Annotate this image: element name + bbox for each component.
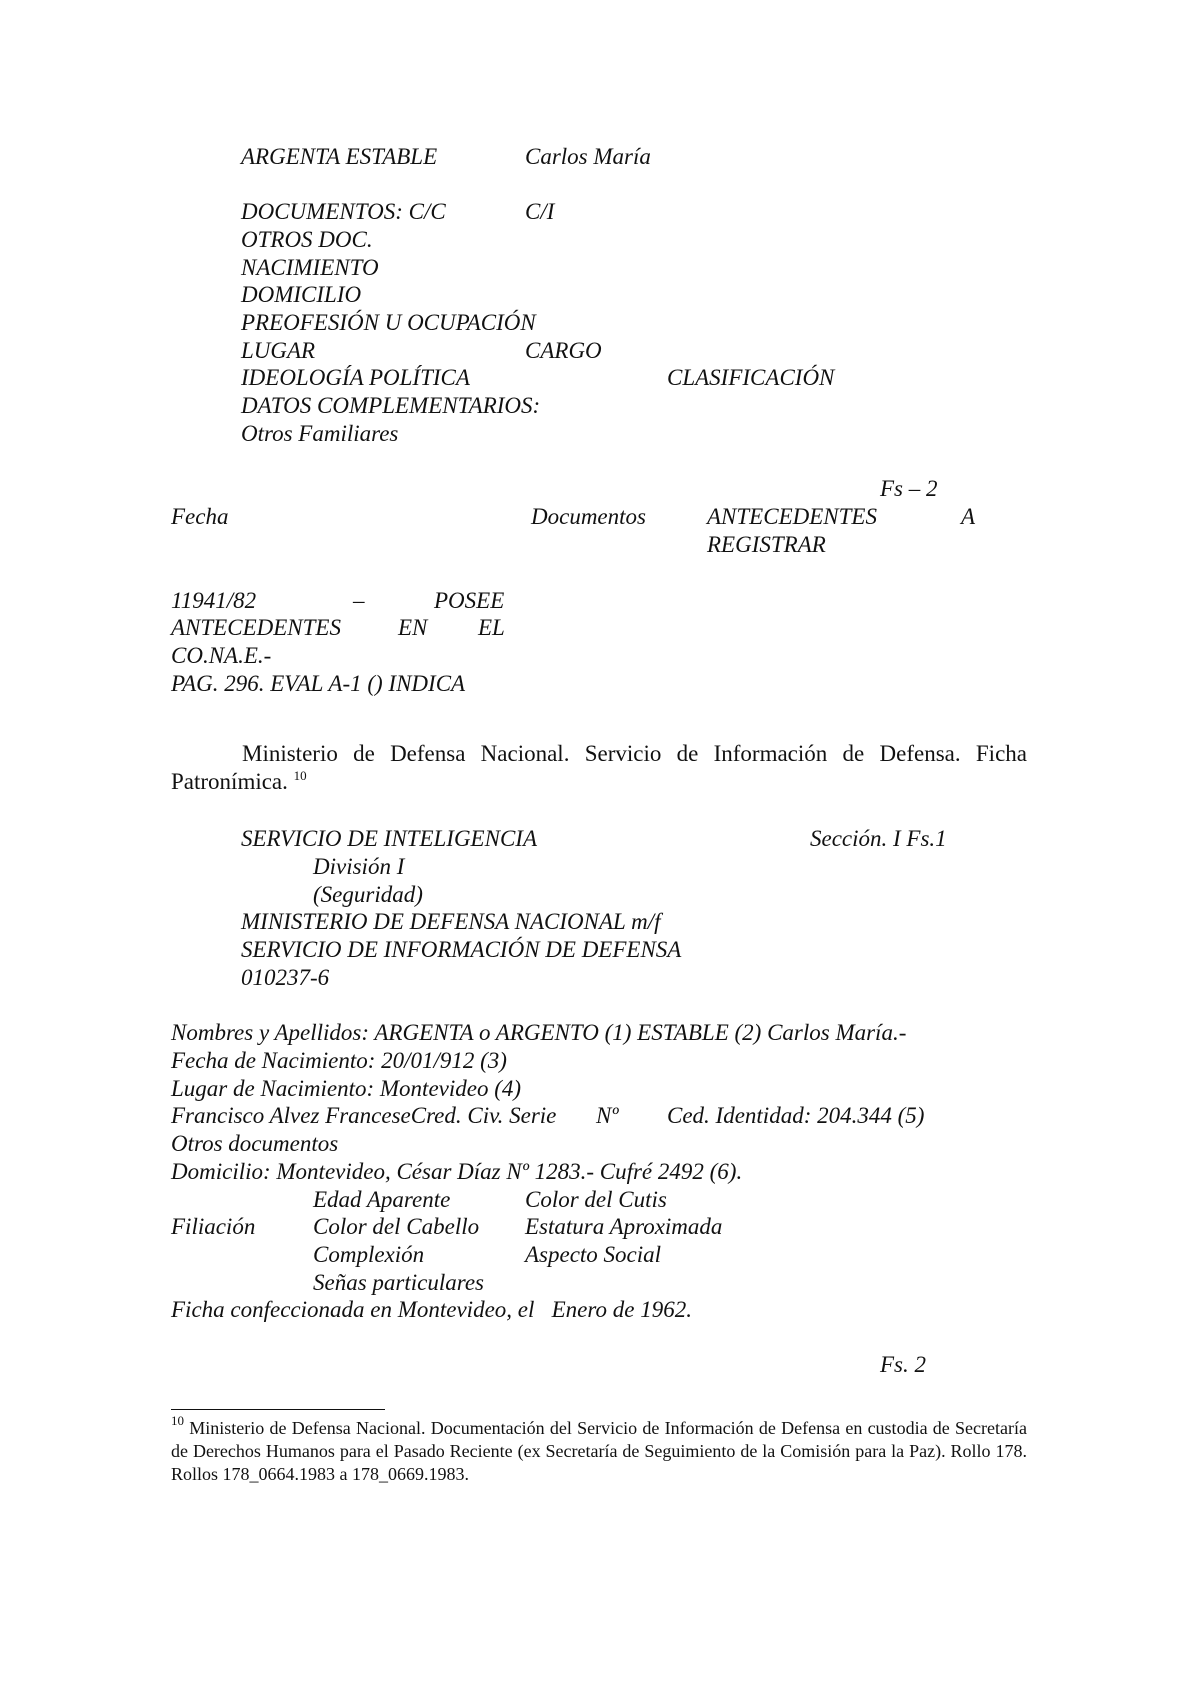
other-documents-line: Otros documentos	[171, 1131, 339, 1156]
identity-card-line: Ced. Identidad: 204.344 (5)	[667, 1103, 925, 1128]
service-code: 010237-6	[241, 965, 330, 990]
name-given: Carlos María	[525, 144, 651, 169]
complementary-label: DATOS COMPLEMENTARIOS:	[241, 393, 541, 418]
service-name: SERVICIO DE INTELIGENCIA	[241, 826, 538, 851]
entry-dash: –	[353, 588, 365, 613]
name-surname: ARGENTA ESTABLE	[241, 144, 438, 169]
classification-label: CLASIFICACIÓN	[667, 365, 835, 390]
other-relatives-label: Otros Familiares	[241, 421, 399, 446]
hair-color-label: Color del Cabello	[313, 1214, 480, 1239]
filiation-label: Filiación	[171, 1214, 256, 1239]
footnote-reference: 10	[293, 768, 307, 783]
documents-label: DOCUMENTOS: C/C	[241, 199, 446, 224]
records-page-ref: Fs – 2	[880, 476, 938, 501]
security-label: (Seguridad)	[313, 882, 423, 907]
card-page-ref: Fs. 2	[880, 1352, 926, 1377]
footnote-text: Ministerio de Defensa Nacional. Documentación del Servicio de Información de Defensa en custodia de Secretaría de Derechos Humanos para el Pasado Reciente (ex Secretaría de Seguimiento de la Comisión para la Paz). Rollo 178. Rollos 178_0664.1983 a 178_0669.1983.	[171, 1418, 1027, 1484]
column-antecedents-a: A	[961, 504, 976, 529]
particular-signs-label: Señas particulares	[313, 1270, 484, 1295]
documents-ci: C/I	[525, 199, 555, 224]
birth-date-line: Fecha de Nacimiento: 20/01/912 (3)	[171, 1048, 507, 1073]
birth-place-line: Lugar de Nacimiento: Montevideo (4)	[171, 1076, 522, 1101]
social-aspect-label: Aspecto Social	[525, 1242, 662, 1267]
credential-line: Francisco Alvez FranceseCred. Civ. Serie	[171, 1103, 557, 1128]
entry-page-eval: PAG. 296. EVAL A-1 () INDICA	[171, 671, 466, 696]
column-date: Fecha	[171, 504, 229, 529]
column-register: REGISTRAR	[707, 532, 826, 557]
apparent-age-label: Edad Aparente	[313, 1187, 451, 1212]
names-line: Nombres y Apellidos: ARGENTA o ARGENTO (1) ESTABLE (2) Carlos María.-	[171, 1020, 907, 1045]
position-label: CARGO	[525, 338, 602, 363]
profession-label: PREOFESIÓN U OCUPACIÓN	[241, 310, 536, 335]
footnote-separator	[171, 1409, 385, 1410]
division-label: División I	[313, 854, 405, 879]
column-documents: Documentos	[531, 504, 646, 529]
birth-label: NACIMIENTO	[241, 255, 379, 280]
section-ref: Sección. I Fs.1	[810, 826, 947, 851]
entry-conae: CO.NA.E.-	[171, 643, 272, 668]
other-docs-label: OTROS DOC.	[241, 227, 373, 252]
build-label: Complexión	[313, 1242, 425, 1267]
address-label: DOMICILIO	[241, 282, 362, 307]
intro-paragraph-text: Ministerio de Defensa Nacional. Servicio de Información de Defensa. Ficha Patronímica.	[171, 741, 1027, 794]
skin-color-label: Color del Cutis	[525, 1187, 667, 1212]
address-line: Domicilio: Montevideo, César Díaz Nº 1283.- Cufré 2492 (6).	[171, 1159, 743, 1184]
footnote	[171, 1413, 1027, 1486]
footnote-number: 10	[171, 1413, 184, 1428]
height-label: Estatura Aproximada	[525, 1214, 723, 1239]
entry-en: EN	[398, 615, 428, 640]
entry-posee: POSEE	[434, 588, 505, 613]
entry-reference: 11941/82	[171, 588, 257, 613]
info-service-label: SERVICIO DE INFORMACIÓN DE DEFENSA	[241, 937, 682, 962]
place-label: LUGAR	[241, 338, 316, 363]
intro-paragraph	[171, 740, 1027, 796]
column-antecedents: ANTECEDENTES	[707, 504, 877, 529]
made-in-line: Ficha confeccionada en Montevideo, el Enero de 1962.	[171, 1297, 692, 1322]
ministry-label: MINISTERIO DE DEFENSA NACIONAL m/f	[241, 909, 661, 934]
entry-antecedentes: ANTECEDENTES	[171, 615, 341, 640]
ideology-label: IDEOLOGÍA POLÍTICA	[241, 365, 470, 390]
entry-el: EL	[478, 615, 505, 640]
credential-number-label: Nº	[596, 1103, 619, 1128]
